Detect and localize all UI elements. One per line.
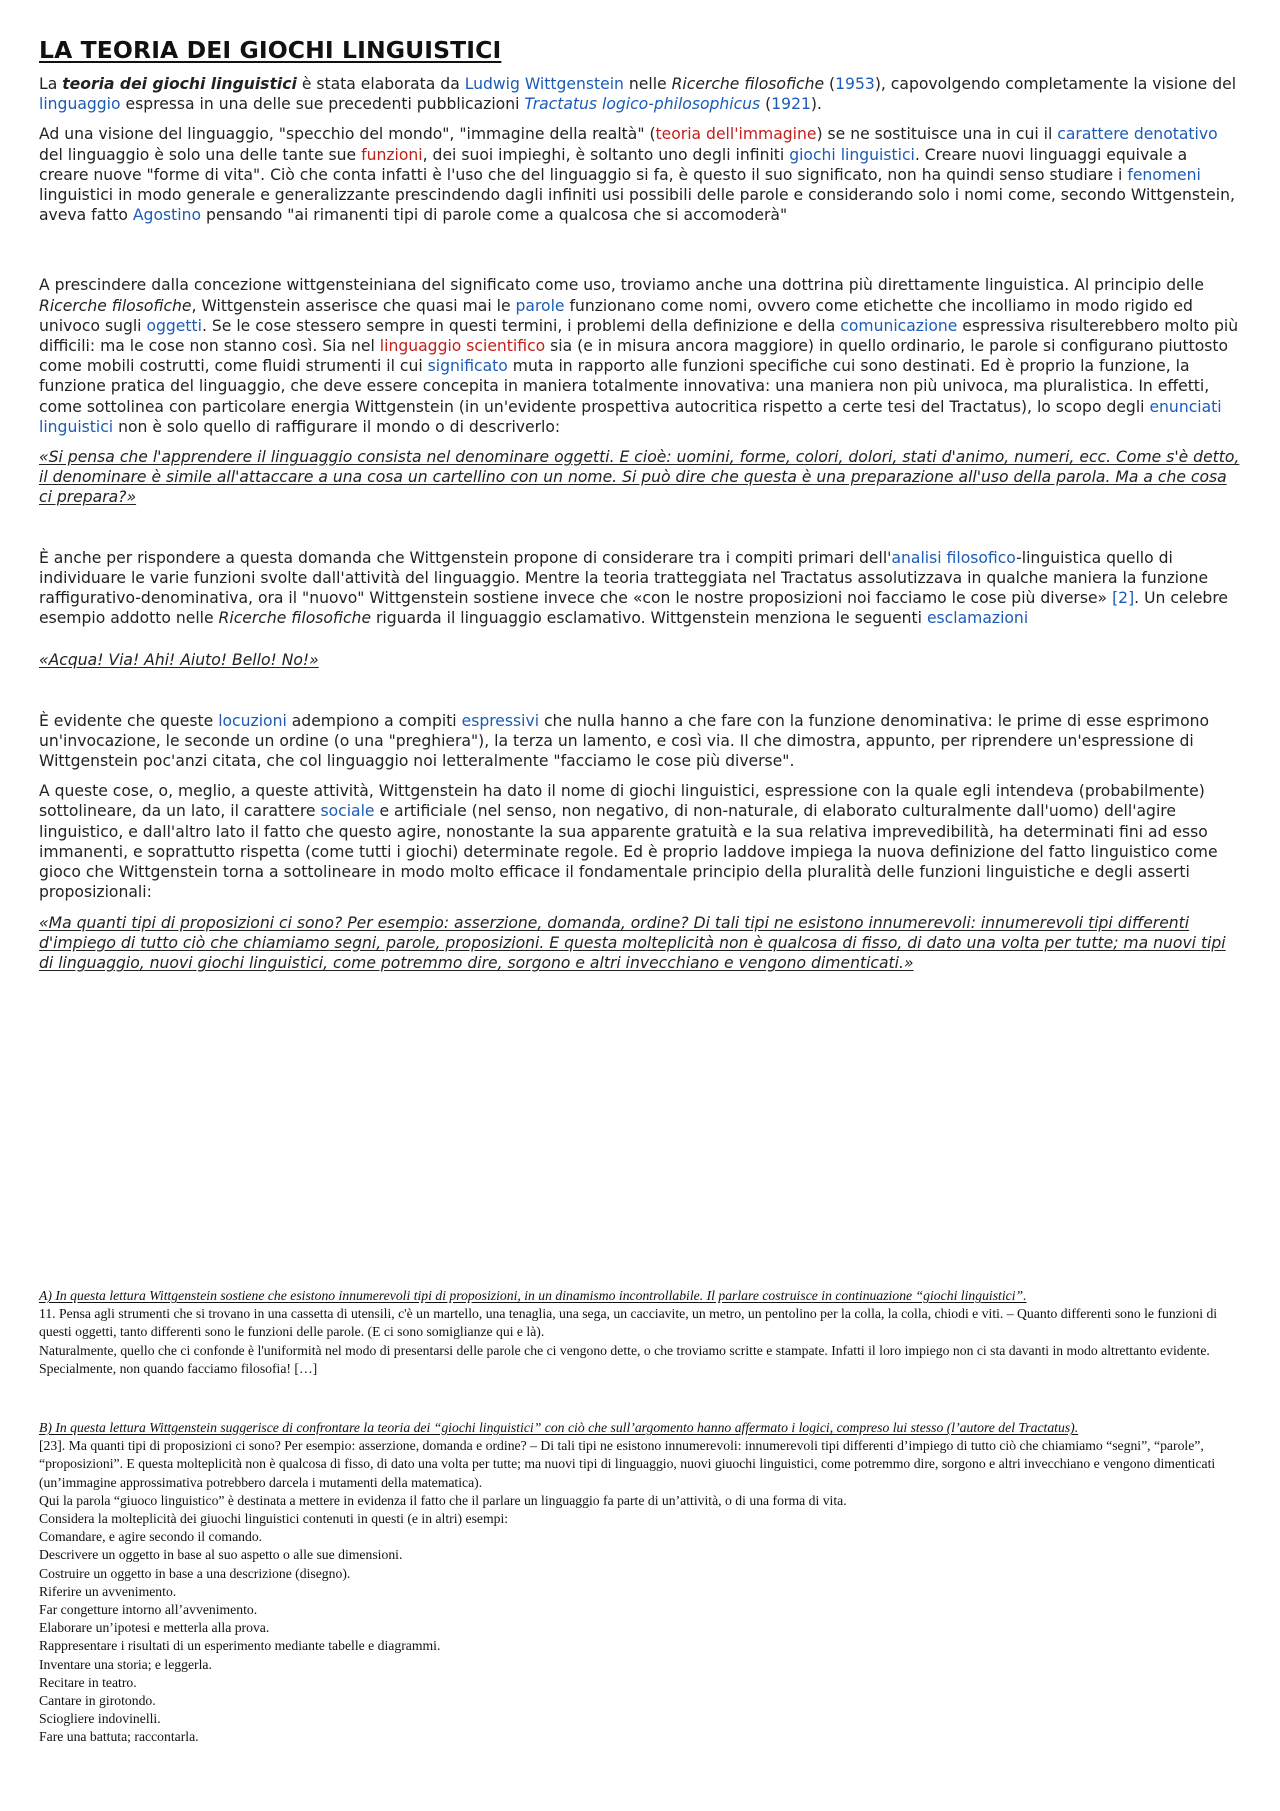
link-analisi-filosofico[interactable]: analisi filosofico	[891, 548, 1017, 567]
spacer	[39, 638, 1241, 650]
link-year-1953[interactable]: 1953	[835, 75, 875, 93]
example-item: Elaborare un’ipotesi e metterla alla prova.	[39, 1620, 270, 1636]
link-teoria-immagine[interactable]: teoria dell'immagine	[655, 125, 817, 144]
section-a-heading: A) In questa lettura Wittgenstein sostiene che esistono innumerevoli tipi di proposizioni, in un dinamismo incontrollabile. Il parlare costruisce in continuazione “giochi linguistici”.	[39, 1288, 1027, 1303]
reading-section-b	[39, 1419, 1241, 1747]
link-giochi-linguistici[interactable]: giochi linguistici	[789, 145, 915, 164]
paragraph-funzioni: È anche per rispondere a questa domanda che Wittgenstein propone di considerare tra i compiti primari dell'analisi filosofico-linguistica quello di individuare le varie funzioni svolte dall'attività del linguaggio. Mentre la teoria tratteggiata nel Tractatus assolutizzava in qualche maniera la funzione raffigurativo-denominativa, ora il "nuovo" Wittgenstein sostiene invece che «con le nostre proposizioni noi facciamo le cose più diverse» [2]. Un celebre esempio addotto nelle Ricerche filosofiche riguarda il linguaggio esclamativo. Wittgenstein menziona le seguenti esclamazioni	[39, 548, 1228, 628]
spacer	[39, 671, 1241, 711]
intro-paragraph: La teoria dei giochi linguistici è stata elaborata da Ludwig Wittgenstein nelle Ricerche filosofiche (1953), capovolgendo completamente la visione del linguaggio espressa in una delle sue precedenti pubblicazioni Tractatus logico-philosophicus (1921).	[39, 75, 1237, 114]
section-b-paragraph: Considera la molteplicità dei giuochi linguistici contenuti in questi (e in altri) esempi:	[39, 1511, 509, 1527]
link-linguaggio[interactable]: linguaggio	[39, 95, 121, 114]
link-sociale[interactable]: sociale	[320, 802, 375, 821]
section-b-heading: B) In questa lettura Wittgenstein suggerisce di confrontare la teoria dei “giochi linguistici” con ciò che sull’argomento hanno affermato i logici, compreso lui stesso (l’autore del Tractatus).	[39, 1420, 1079, 1435]
page-title: LA TEORIA DEI GIOCHI LINGUISTICI	[39, 36, 502, 64]
link-comunicazione[interactable]: comunicazione	[840, 316, 958, 335]
section-a-paragraph: Naturalmente, quello che ci confonde è l'uniformità nel modo di presentarsi delle parole che ci vengono dette, o che troviamo scritte e stampate. Infatti il loro impiego non ci sta davanti in modo altrettanto evidente. Specialmente, non quando facciamo filosofia! […]	[39, 1342, 1210, 1376]
section-b-paragraph: Qui la parola “giuoco linguistico” è destinata a mettere in evidenza il fatto che il parlare un linguaggio fa parte di un’attività, o di una forma di vita.	[39, 1492, 847, 1508]
link-tractatus[interactable]: Tractatus logico-philosophicus	[524, 95, 761, 114]
example-item: Fare una battuta; raccontarla.	[39, 1729, 199, 1745]
example-item: Costruire un oggetto in base a una descrizione (disegno).	[39, 1565, 351, 1581]
example-item: Far congetture intorno all’avvenimento.	[39, 1602, 258, 1618]
section-a-paragraph: 11. Pensa agli strumenti che si trovano in una cassetta di utensili, c'è un martello, una tenaglia, una sega, un cacciavite, un metro, un pentolino per la colla, la colla, chiodi e viti. – Quanto differenti sono le funzioni di questi oggetti, tanto differenti sono le funzioni delle parole. (E ci sono somiglianze qui e là).	[39, 1306, 1218, 1340]
link-year-1921[interactable]: 1921	[771, 95, 811, 114]
spacer	[39, 235, 1241, 275]
link-esclamazioni[interactable]: esclamazioni	[926, 609, 1029, 628]
link-espressivi[interactable]: espressivi	[461, 711, 540, 730]
link-significato[interactable]: significato	[427, 357, 508, 376]
paragraph-dottrina: A prescindere dalla concezione wittgensteiniana del significato come uso, troviamo anche una dottrina più direttamente linguistica. Al principio delle Ricerche filosofiche, Wittgenstein asserisce che quasi mai le parole funzionano come nomi, ovvero come etichette che incolliamo in modo rigido ed univoco sugli oggetti. Se le cose stessero sempre in questi termini, i problemi della definizione e della comunicazione espressiva risulterebbero molto più difficili: ma le cose non stanno così. Sia nel linguaggio scientifico sia (e in misura ancora maggiore) in quello ordinario, le parole si configurano piuttosto come mobili costrutti, come fluidi strumenti il cui significato muta in rapporto alle funzioni specifiche cui sono destinati. Ed è proprio la funzione, la funzione pratica del linguaggio, che deve essere concepita in maniera totalmente innovativa: una maniera non più univoca, ma pluralistica. In effetti, come sottolinea con particolare energia Wittgenstein (in un'evidente prospettiva autocritica rispetto a certe tesi del Tractatus), lo scopo degli enunciati linguistici non è solo quello di raffigurare il mondo o di descriverlo:	[39, 276, 1239, 436]
link-carattere-denotativo[interactable]: carattere denotativo	[1057, 125, 1218, 144]
paragraph-visione: Ad una visione del linguaggio, "specchio del mondo", "immagine della realtà" (teoria dell'immagine) se ne sostituisce una in cui il carattere denotativo del linguaggio è solo una delle tante sue funzioni, dei suoi impieghi, è soltanto uno degli infiniti giochi linguistici. Creare nuovi linguaggi equivale a creare nuove "forme di vita". Ciò che conta infatti è l'uso che del linguaggio si fa, è questo il suo significato, non ha quindi senso studiare i fenomeni linguistici in modo generale e generalizzante prescindendo dagli infiniti usi possibili delle parole e considerando solo i nomi come, secondo Wittgenstein, aveva fatto Agostino pensando "ai rimanenti tipi di parole come a qualcosa che si accomoderà"	[39, 125, 1235, 225]
example-item: Inventare una storia; e leggerla.	[39, 1656, 212, 1672]
reading-section-a	[39, 1287, 1241, 1378]
section-b-paragraph: [23]. Ma quanti tipi di proposizioni ci sono? Per esempio: asserzione, domanda e ordine? – Di tali tipi ne esistono innumerevoli: innumerevoli tipi differenti d’impiego di tutto ciò che chiamiamo “segni”, “parole”, “proposizioni”. E questa molteplicità non è qualcosa di fisso, di dato una volta per tutte; ma nuovi tipi di linguaggio, nuovi giuochi linguistici, come potremmo dire, sorgono e altri invecchiano e vengono dimenticati (un’immagine approssimativa potrebbero darcela i mutamenti della matematica).	[39, 1438, 1216, 1490]
link-agostino[interactable]: Agostino	[132, 206, 201, 225]
link-parole[interactable]: parole	[515, 296, 565, 315]
example-item: Recitare in teatro.	[39, 1674, 137, 1690]
paragraph-locuzioni: È evidente che queste locuzioni adempiono a compiti espressivi che nulla hanno a che fare con la funzione denominativa: le prime di esse esprimono un'invocazione, le seconde un ordine (o una "preghiera"), la terza un lamento, e così via. Il che dimostra, appunto, per riprendere un'espressione di Wittgenstein poc'anzi citata, che col linguaggio noi letteralmente "facciamo le cose più diverse".	[39, 711, 1210, 771]
key-term: teoria dei giochi linguistici	[62, 75, 297, 93]
quote-proposizioni: «Ma quanti tipi di proposizioni ci sono? Per esempio: asserzione, domanda, ordine? Di tali tipi ne esistono innumerevoli: innumerevoli tipi differenti d'impiego di tutto ciò che chiamiamo segni, parole, proposizioni. E questa molteplicità non è qualcosa di fisso, di dato una volta per tutte; ma nuovi tipi di linguaggio, nuovi giochi linguistici, come potremmo dire, sorgono e altri invecchiano e vengono dimenticati.»	[39, 913, 1226, 972]
example-item: Sciogliere indovinelli.	[39, 1711, 161, 1727]
link-locuzioni[interactable]: locuzioni	[218, 711, 287, 730]
example-item: Cantare in girotondo.	[39, 1693, 156, 1709]
example-item: Comandare, e agire secondo il comando.	[39, 1529, 263, 1545]
link-enunciati-linguistici[interactable]: enunciati linguistici	[39, 397, 1222, 436]
quote-denominare: «Si pensa che l'apprendere il linguaggio consista nel denominare oggetti. E cioè: uomini, forme, colori, dolori, stati d'animo, numeri, ecc. Come s'è detto, il denominare è simile all'attaccare a una cosa un cartellino con un nome. Si può dire che questa è una preparazione all'uso della parola. Ma a che cosa ci prepara?»	[39, 448, 1240, 507]
example-item: Rappresentare i risultati di un esperimento mediante tabelle e diagrammi.	[39, 1638, 441, 1654]
footnote-ref-2[interactable]: [2]	[1112, 589, 1135, 608]
link-oggetti[interactable]: oggetti	[146, 316, 202, 335]
link-linguaggio-scientifico[interactable]: linguaggio scientifico	[379, 337, 546, 356]
example-item: Riferire un avvenimento.	[39, 1583, 177, 1599]
spacer	[39, 508, 1241, 548]
link-funzioni[interactable]: funzioni	[361, 145, 423, 164]
quote-esclamazioni: «Acqua! Via! Ahi! Aiuto! Bello! No!»	[39, 651, 319, 670]
link-fenomeni[interactable]: fenomeni	[1127, 165, 1201, 184]
link-wittgenstein[interactable]: Ludwig Wittgenstein	[464, 75, 624, 93]
paragraph-giochi: A queste cose, o, meglio, a queste attività, Wittgenstein ha dato il nome di giochi linguistici, espressione con la quale egli intendeva (probabilmente) sottolineare, da un lato, il carattere sociale e artificiale (nel senso, non negativo, di non-naturale, di elaborato culturalmente dall'uomo) dell'agire linguistico, e dall'altro lato il fatto che questo agire, nonostante la sua apparente gratuità e la sua relativa imprevedibilità, ha determinati fini ad esso immanenti, e soprattutto rispetta (come tutti i giochi) determinate regole. Ed è proprio laddove impiega la nuova definizione del fatto linguistico come gioco che Wittgenstein torna a sottolineare in modo molto efficace il fondamentale principio della pluralità delle funzioni linguistiche e degli asserti proposizionali:	[39, 782, 1218, 902]
example-item: Descrivere un oggetto in base al suo aspetto o alle sue dimensioni.	[39, 1547, 403, 1563]
